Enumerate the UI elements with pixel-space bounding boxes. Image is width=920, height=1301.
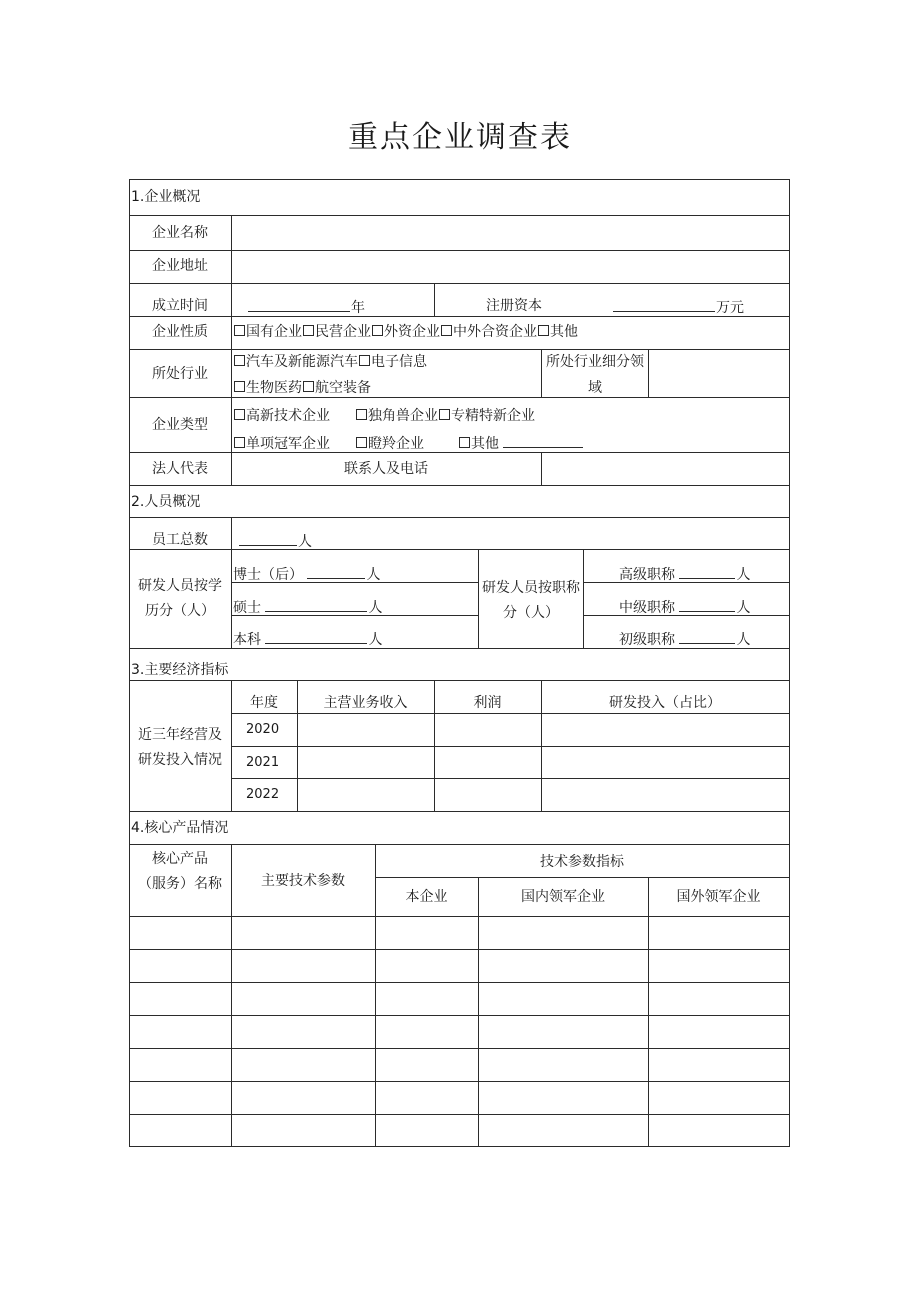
economics-header-rd: 研发投入（占比） (609, 695, 721, 711)
capital-field[interactable] (613, 298, 744, 316)
edu-bachelor-field[interactable] (265, 630, 367, 644)
rd-by-title-label: 研发人员按职称 分（人） (482, 580, 580, 621)
nature-checkbox-jv[interactable]: 中外合资企业 (440, 324, 537, 340)
type-label: 企业类型 (152, 417, 208, 433)
table-border-top (129, 179, 790, 180)
table-border-bottom (129, 1146, 790, 1147)
edu-master: 硕士 人 (233, 600, 383, 616)
nature-checkbox-private[interactable]: 民营企业 (302, 324, 371, 340)
industry-checkbox-aviation[interactable]: 航空装备 (302, 380, 371, 396)
type-checkbox-unicorn[interactable]: 独角兽企业 (355, 408, 438, 424)
type-options-row1 (233, 408, 535, 424)
contact-field[interactable] (542, 453, 789, 485)
staff-total-label: 员工总数 (152, 532, 208, 548)
industry-checkbox-electronics[interactable]: 电子信息 (358, 354, 427, 370)
section-heading-economics: 3.主要经济指标 (131, 662, 229, 678)
product-subheader-foreign: 国外领军企业 (676, 889, 761, 905)
economics-header-profit: 利润 (473, 695, 502, 711)
title-junior: 初级职称 人 (619, 632, 751, 648)
nature-checkbox-foreign[interactable]: 外资企业 (371, 324, 440, 340)
staff-total-field[interactable]: 人 (239, 532, 312, 550)
founded-field[interactable] (248, 298, 365, 316)
product-subheader-domestic: 国内领军企业 (521, 889, 605, 905)
title-middle: 中级职称 人 (619, 600, 751, 616)
company-address-label: 企业地址 (152, 258, 208, 274)
type-checkbox-gazelle[interactable]: 瞪羚企业 (355, 436, 424, 452)
table-border-right (789, 179, 790, 1147)
section-heading-staff: 2.人员概况 (131, 494, 201, 510)
nature-options (233, 324, 578, 340)
economics-year-2022: 2022 (246, 787, 280, 802)
edu-phd: 博士（后） 人 (233, 567, 381, 583)
nature-checkbox-state[interactable]: 国有企业 (233, 324, 302, 340)
contact-label: 联系人及电话 (344, 461, 428, 477)
company-name-field[interactable] (232, 216, 789, 250)
industry-detail-field[interactable] (649, 350, 789, 397)
nature-label: 企业性质 (152, 324, 208, 340)
product-subheader-own: 本企业 (405, 889, 448, 905)
economics-year-2021: 2021 (246, 755, 280, 770)
industry-detail-label-line2: 域 (588, 380, 602, 396)
industry-checkbox-biomed[interactable]: 生物医药 (233, 380, 302, 396)
year-unit: 年 (351, 300, 365, 316)
page-title: 重点企业调查表 (348, 120, 572, 155)
edu-phd-field[interactable] (307, 565, 365, 579)
industry-label: 所处行业 (152, 366, 208, 382)
industry-options-row2 (233, 380, 371, 396)
section-heading-company: 1.企业概况 (131, 189, 201, 205)
edu-bachelor: 本科 人 (233, 632, 383, 648)
industry-options-row1 (233, 354, 427, 370)
type-checkbox-hightech[interactable]: 高新技术企业 (233, 408, 330, 424)
company-name-label: 企业名称 (152, 225, 208, 241)
title-senior: 高级职称 人 (619, 567, 751, 583)
edu-master-field[interactable] (265, 598, 367, 612)
economics-header-year: 年度 (250, 695, 278, 711)
product-indicators-header: 技术参数指标 (540, 854, 624, 870)
capital-label: 注册资本 (486, 298, 542, 314)
title-junior-field[interactable] (679, 630, 735, 644)
type-checkbox-other[interactable]: 其他 (458, 436, 499, 452)
industry-checkbox-auto[interactable]: 汽车及新能源汽车 (233, 354, 358, 370)
title-senior-field[interactable] (679, 565, 735, 579)
type-checkbox-champion[interactable]: 单项冠军企业 (233, 436, 330, 452)
industry-detail-label-line1: 所处行业细分领 (546, 354, 644, 370)
legal-rep-label: 法人代表 (152, 461, 208, 477)
rd-by-education-label: 研发人员按学 历分（人） (138, 578, 222, 619)
type-other-field[interactable] (503, 434, 583, 448)
title-middle-field[interactable] (679, 598, 735, 612)
product-name-header: 核心产品 （服务）名称 (138, 851, 222, 892)
economics-row-label: 近三年经营及 研发投入情况 (138, 727, 222, 768)
type-checkbox-specialized[interactable]: 专精特新企业 (438, 408, 535, 424)
economics-header-revenue: 主营业务收入 (323, 695, 408, 711)
type-options-row2 (233, 434, 584, 452)
product-params-header: 主要技术参数 (261, 873, 345, 889)
nature-checkbox-other[interactable]: 其他 (537, 324, 578, 340)
capital-unit: 万元 (716, 300, 744, 316)
company-address-field[interactable] (232, 251, 789, 283)
section-heading-products: 4.核心产品情况 (131, 820, 229, 836)
economics-year-2020: 2020 (246, 722, 280, 737)
founded-label: 成立时间 (152, 298, 208, 314)
